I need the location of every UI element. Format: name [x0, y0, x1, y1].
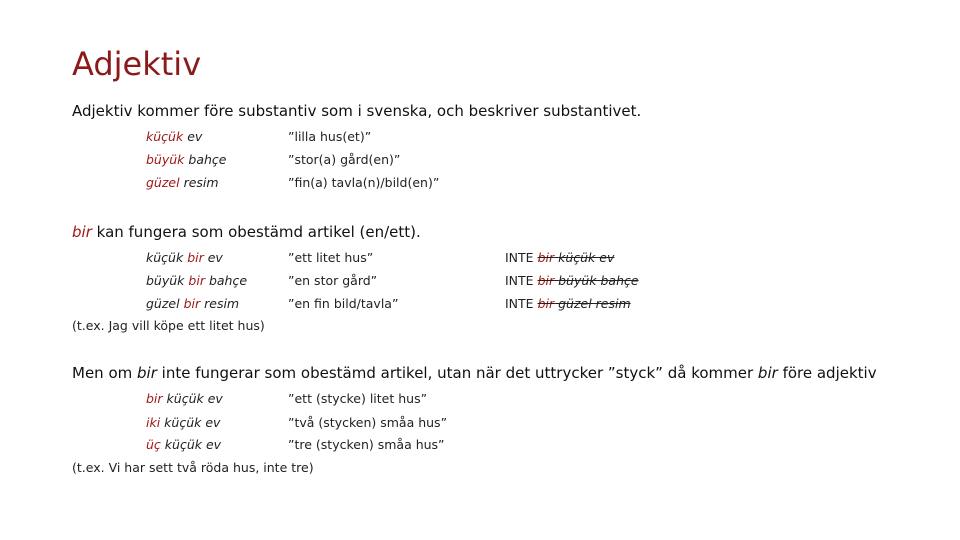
- s2-example-1: küçük bir ev: [146, 250, 223, 265]
- s1-translation-3: ”fin(a) tavla(n)/bild(en)”: [288, 175, 440, 190]
- s1-example-3: güzel resim: [146, 175, 219, 190]
- page-title: Adjektiv: [72, 45, 202, 83]
- s3-note: (t.ex. Vi har sett två röda hus, inte tre): [72, 460, 314, 475]
- s2-translation-3: ”en fin bild/tavla”: [288, 296, 399, 311]
- s2-translation-1: ”ett litet hus”: [288, 250, 374, 265]
- s2-wrong-1: INTE bir küçük ev: [505, 250, 615, 265]
- s2-note: (t.ex. Jag vill köpe ett litet hus): [72, 318, 265, 333]
- section1-lead: Adjektiv kommer före substantiv som i svenska, och beskriver substantivet.: [72, 102, 642, 120]
- s2-wrong-2: INTE bir büyük bahçe: [505, 273, 639, 288]
- s3-translation-3: ”tre (stycken) småa hus”: [288, 437, 445, 452]
- s2-example-3: güzel bir resim: [146, 296, 240, 311]
- s3-translation-2: ”två (stycken) småa hus”: [288, 415, 448, 430]
- s1-example-2: büyük bahçe: [146, 152, 227, 167]
- s3-example-3: üç küçük ev: [146, 437, 222, 452]
- s3-example-1: bir küçük ev: [146, 391, 223, 406]
- section2-lead: bir kan fungera som obestämd artikel (en/ett).: [72, 223, 421, 241]
- s2-wrong-3: INTE bir güzel resim: [505, 296, 631, 311]
- s3-translation-1: ”ett (stycke) litet hus”: [288, 391, 428, 406]
- s1-translation-2: ”stor(a) gård(en)”: [288, 152, 401, 167]
- s2-example-2: büyük bir bahçe: [146, 273, 248, 288]
- s1-translation-1: ”lilla hus(et)”: [288, 129, 372, 144]
- s1-example-1: küçük ev: [146, 129, 203, 144]
- s3-example-2: iki küçük ev: [146, 415, 221, 430]
- section3-lead: Men om bir inte fungerar som obestämd artikel, utan när det uttrycker ”styck” då kommer bir före adjektiv: [72, 364, 877, 382]
- s2-translation-2: ”en stor gård”: [288, 273, 378, 288]
